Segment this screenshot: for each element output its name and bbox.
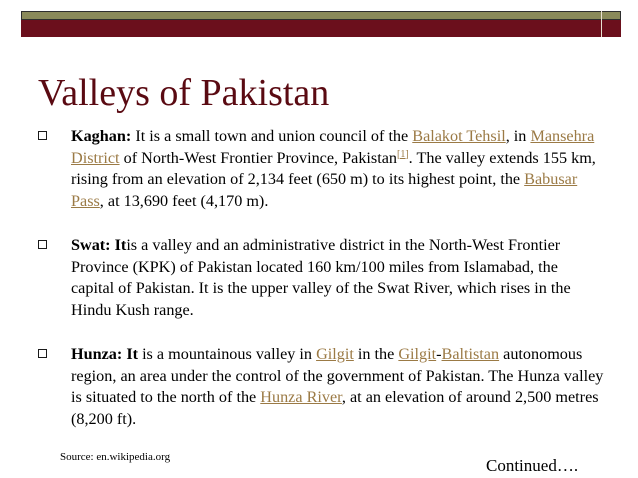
bullet-text: is a valley and an administrative district in the North-West Frontier Province (KPK) of Pakistan located 160 km/100 miles from Islamabad, the capital of Pakistan. It is the upper valley of the Swat River, which rises in the Hindu Kush range. xyxy=(71,236,571,319)
bullet-text: , at 13,690 feet (4,170 m). xyxy=(99,191,269,210)
continued-note: Continued…. xyxy=(486,456,579,475)
bullet-item-kaghan xyxy=(38,126,604,212)
bullet-term: Hunza: It xyxy=(71,345,139,363)
link-balakot-tehsil[interactable]: Balakot Tehsil xyxy=(412,127,506,145)
link-baltistan[interactable]: Baltistan xyxy=(441,345,500,363)
reference-link[interactable]: [1] xyxy=(397,148,409,160)
slide-title: Valleys of Pakistan xyxy=(38,72,330,114)
bullet-text: - xyxy=(436,345,442,363)
bullet-item-hunza xyxy=(38,344,604,430)
link-gilgit[interactable]: Gilgit xyxy=(398,345,437,363)
square-bullet-icon xyxy=(38,349,47,358)
bullet-text: is a mountainous valley in xyxy=(138,345,317,363)
link-gilgit[interactable]: Gilgit xyxy=(316,345,354,363)
bullet-text: . The valley extends 155 km, rising from an elevation of 2,134 feet (650 m) to its highest point, the xyxy=(71,148,596,188)
bullet-list xyxy=(38,126,604,430)
bullet-text: , in xyxy=(505,127,531,145)
bullet-item-swat xyxy=(38,235,604,321)
bullet-text: autonomous region, an area under the control of the government of Pakistan. The Hunza valley is situated to the north of the xyxy=(71,345,604,406)
bullet-term: Swat: It xyxy=(71,236,127,254)
header-bar-top xyxy=(21,11,621,20)
bullet-term: Kaghan: xyxy=(71,127,132,145)
bullet-text: , at an elevation of around 2,500 metres (8,200 ft). xyxy=(71,388,599,428)
header-bar-bottom xyxy=(21,20,621,37)
link-mansehra-district[interactable]: Mansehra District xyxy=(71,127,595,167)
bullet-text: It is a small town and union council of the xyxy=(131,127,413,145)
source-note: Source: en.wikipedia.org xyxy=(60,451,171,463)
bullet-text: of North-West Frontier Province, Pakistan xyxy=(119,148,397,167)
square-bullet-icon xyxy=(38,240,47,249)
bullet-text: in the xyxy=(353,345,399,363)
link-hunza-river[interactable]: Hunza River xyxy=(260,388,342,406)
link-babusar-pass[interactable]: Babusar Pass xyxy=(71,170,578,210)
square-bullet-icon xyxy=(38,131,47,140)
header-bar-divider xyxy=(601,11,602,37)
